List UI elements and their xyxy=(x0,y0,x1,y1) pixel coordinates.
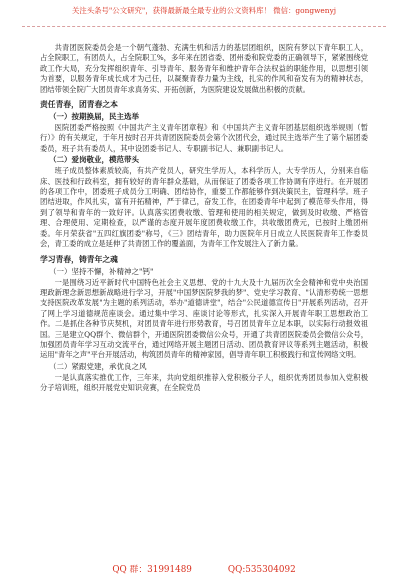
section-2-subheading-1: （一）坚持不懈，补精神之"钙" xyxy=(49,266,154,276)
section-1-heading: 责任青春，团青春之本 xyxy=(40,100,118,110)
section-1-paragraph-2: 班子成员整体素质较高，有共产党员人，研究生学历人，本科学历人，大专学历人，分别来自临床、医技和行政科室，拥有较好的青年群众基础，从而保证了团委各项工作协调有序进行。在开展团的各项工作中，团委班子成员分工明确、团结协作，重要工作都能够作到决策民主，管理科学。班子团结进取，作风扎实，富有开拓精神，严于律己，奋发工作，在团委青年中起到了模范带头作用，得到了领导和青年的一致好评。认真落实团费收缴、管理和使用的相关规定，做到及时收缴、严格管理、合理使用、定期检查，以严谨的态度开展年度团费收缴工作，共收缴团费元，已按时上缴团州委。年月荣获省"五四红旗团委"称号，《三》团结青年，助力医院年月日成立人民医院青年工作委员会，青工委的成立是延伸了共青团工作的覆盖面，为青年工作发展注入了新力量。 xyxy=(40,166,368,249)
section-1-subheading-2: （二）爱岗敬业，模范带头 xyxy=(49,155,139,165)
header-banner xyxy=(0,6,408,16)
section-2-paragraph-2: 一是认真落实推优工作，三年来，共向党组织推荐入党积极分子人，组织优秀团员参加入党积极分子培训班，组织开展党史知识竞赛，在全院党员 xyxy=(40,372,368,393)
intro-paragraph: 共青团医院委员会是一个朝气蓬勃、充满生机和活力的基层团组织，医院有梦以下青年职工人，占全院职工，有团员人，占全院职工%，多年来在团省委、团州委和院党委的正确领导下，紧紧围绕党政工作大局，充分发挥组织青年、引导青年、服务青年和维护青年合法权益的职能作用，以思想引领为首要，以服务青年成长成才为己任，以凝聚青春力量为主线，扎实的作风和奋发有为的精神状态，团结带领全院广大团员青年求真务实、开拓创新，为医院建设发展做出积极的贡献。 xyxy=(40,43,368,94)
section-2-paragraph-1: 一是围绕习近平新时代中国特色社会主义思想、党的十九大及十九届历次全会精神和党中央治国理政新理念新思想新战略进行学习，开展"中国梦医院梦我的梦"、党史学习教育、"认清形势统一思想支持医院改革发展"为主题的系列活动，举办"道德讲堂"，结合"公民道德宣传日"开展系列活动，召开了网上学习道德规范座谈会。通过集中学习、座谈讨论等形式，扎实深入开展青年职工思想政治工作。二是抓住各种节庆契机，对团员青年进行形势教育，号召团员青年立足本职，以实际行动报效祖国。三是建立QQ群个、微信群个，开通医院团委微信公众号，开通了共青团医院委员会微信公众号，加强团员青年学习互动交流平台，通过网络开展主题团日活动、团员教育评议等系列主题活动，积极运用"青年之声"平台开展活动，构筑团员青年的精神家园，倡导青年职工积极践行和宣传网络文明。 xyxy=(40,277,368,360)
section-1-subheading-1: （一）按期换届，民主选举 xyxy=(49,112,139,122)
banner-divider xyxy=(22,26,386,27)
banner-promo-text: 关注头条号"公文研究"，获得最新最全最专业的公文资料库！ 微信：gongwenyj xyxy=(71,6,337,15)
section-2-heading: 学习青春，铸青年之魂 xyxy=(40,254,118,264)
section-2-subheading-2: （二）紧跟党建，承优良之风 xyxy=(49,361,147,371)
section-1-paragraph-1: 医院团委严格按照《中国共产主义青年团章程》和《中国共产主义青年团基层组织选举规则（暂行）》的有关规定，于年月按时召开共青团医院委员会第个次团代会，通过民主选举产生了第个届团委委员，班子共有委员人，其中设团委书记人、专职副书记人、兼职副书记人。 xyxy=(40,123,368,153)
footer-qq-number: QQ:535304092 xyxy=(227,565,296,575)
footer-contact xyxy=(0,562,408,575)
document-body xyxy=(0,43,408,394)
footer-qq-group: QQ 群：31991489 xyxy=(112,565,192,575)
